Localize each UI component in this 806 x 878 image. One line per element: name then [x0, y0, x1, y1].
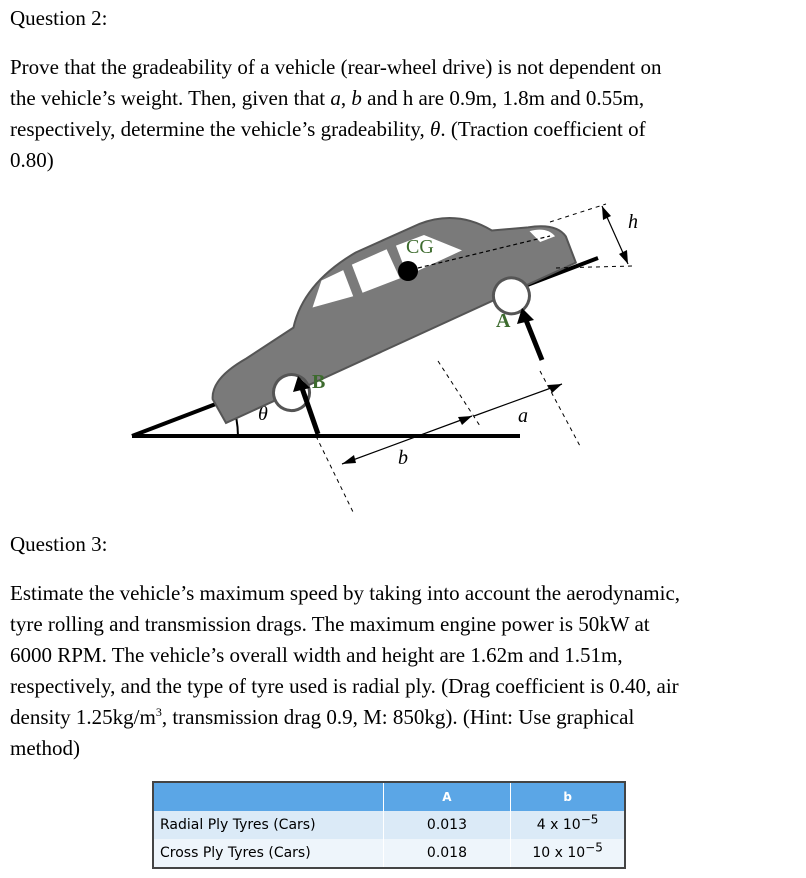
question-2-heading: Question 2:: [10, 6, 108, 30]
question-2-text: [10, 52, 766, 176]
h-dim-arrow-bottom: [619, 250, 628, 264]
table-row: [153, 811, 625, 839]
question-3-text: [10, 578, 766, 764]
question-3-heading: Question 3:: [10, 532, 108, 556]
var-theta: θ: [430, 117, 441, 141]
a-dim-arrow-right: [548, 384, 562, 393]
a-extension-line-front: [540, 371, 580, 446]
q2-line-1: Prove that the gradeability of a vehicle (rear-wheel drive) is not dependent on: [10, 55, 662, 79]
table-header-label: [153, 782, 383, 811]
q3-line-6: method): [10, 736, 80, 760]
h-extension-line-top: [550, 204, 606, 222]
q2-line-2: the vehicle’s weight. Then, given that a, b and h are 0.9m, 1.8m and 0.55m,: [10, 86, 645, 110]
b-dimension-label: b: [398, 447, 408, 469]
cg-label: CG: [406, 236, 434, 258]
row-a-value: 0.018: [383, 839, 511, 868]
b-dim-arrow-right: [458, 416, 472, 425]
superscript-3: 3: [155, 705, 162, 719]
q3-line-1: Estimate the vehicle’s maximum speed by taking into account the aerodynamic,: [10, 581, 681, 605]
theta-label: θ: [258, 403, 268, 425]
q2-line-3: respectively, determine the vehicle’s gradeability, θ. (Traction coefficient of: [10, 117, 646, 141]
q3-line-2: tyre rolling and transmission drags. The maximum engine power is 50kW at: [10, 612, 650, 636]
h-dim-arrow-top: [602, 206, 611, 220]
q3-line-4: respectively, and the type of tyre used is radial ply. (Drag coefficient is 0.40, air: [10, 674, 679, 698]
row-b-value: 10 x $10^{-5}$: [511, 839, 625, 868]
row-b-value: 4 x $10^{-5}$: [511, 811, 625, 839]
q3-line-5: density $1.25kg/m^3$, transmission drag 0.9, M: 850kg). (Hint: Use graphical: [10, 705, 635, 729]
var-b: b: [351, 86, 362, 110]
a-dimension-label: a: [518, 405, 528, 427]
table-header-row: [153, 782, 625, 811]
h-dimension-label: h: [628, 211, 638, 233]
table-row: [153, 839, 625, 868]
point-a-label: A: [496, 310, 511, 332]
tyre-coefficient-table: [152, 781, 626, 869]
point-b-label: B: [312, 371, 326, 393]
table-header-b: b: [511, 782, 625, 811]
vehicle-incline-diagram: [120, 196, 660, 514]
b-dim-arrow-left: [342, 455, 356, 464]
row-a-value: 0.013: [383, 811, 511, 839]
table-header-a: A: [383, 782, 511, 811]
q2-line-4: 0.80): [10, 148, 54, 172]
q3-line-3: 6000 RPM. The vehicle’s overall width and height are 1.62m and 1.51m,: [10, 643, 623, 667]
reaction-force-a-arrow: [526, 320, 542, 360]
row-label: Radial Ply Tyres (Cars): [153, 811, 383, 839]
row-label: Cross Ply Tyres (Cars): [153, 839, 383, 868]
b-extension-line-cg: [438, 361, 480, 426]
center-of-gravity-dot: [398, 261, 418, 281]
var-a: a: [330, 86, 341, 110]
b-extension-line-rear: [316, 436, 354, 514]
